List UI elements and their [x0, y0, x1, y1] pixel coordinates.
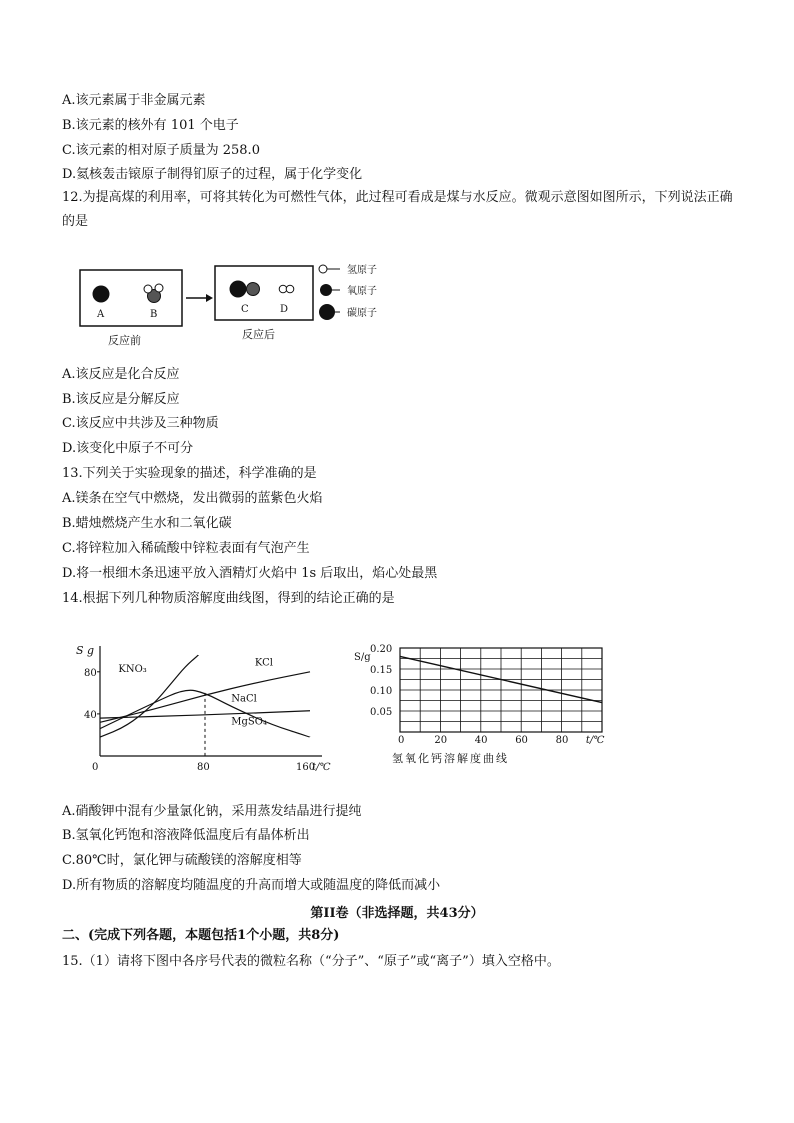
- y-tick-label: 0.20: [370, 644, 393, 655]
- legend-hydrogen: 氢原子: [347, 265, 377, 276]
- label-d: D: [280, 304, 289, 315]
- x-tick-label: 20: [434, 735, 448, 746]
- q12-stem: 12.为提高煤的利用率，可将其转化为可燃性气体，此过程可看成是煤与水反应。微观示意图如图所示，下列说法正确的是: [62, 190, 733, 229]
- reaction-diagram: [70, 258, 400, 350]
- oxygen-atom-c: [247, 283, 260, 296]
- q11-option-d: D.氦核轰击锿原子制得钔原子的过程，属于化学变化: [62, 167, 363, 182]
- x-tick-label: 80: [555, 735, 569, 746]
- label-b: B: [150, 309, 158, 320]
- y-tick-label: 40: [84, 709, 97, 721]
- x-axis-label: t/℃: [312, 762, 331, 773]
- hydrogen-atom-b1: [144, 285, 152, 293]
- section-2-title: 二、(完成下列各题，本题包括1个小题，共8分): [62, 928, 340, 943]
- legend-oxygen: 氧原子: [347, 286, 377, 297]
- q12-option-b: B.该反应是分解反应: [62, 392, 180, 407]
- q11-option-b: B.该元素的核外有 101 个电子: [62, 118, 239, 133]
- series-label: MgSO₄: [231, 716, 267, 728]
- after-box: [215, 266, 313, 320]
- y-tick-label: 80: [84, 667, 97, 679]
- hydrogen-atom-d2: [286, 285, 294, 293]
- series-label: KNO₃: [118, 663, 147, 675]
- x-tick-label: 60: [515, 735, 528, 746]
- chart-title: 氢氧化钙溶解度曲线: [392, 752, 509, 765]
- q14-stem: 14.根据下列几种物质溶解度曲线图，得到的结论正确的是: [62, 591, 395, 606]
- legend-oxygen-icon: [320, 284, 332, 296]
- q13-option-a: A.镁条在空气中燃烧，发出微弱的蓝紫色火焰: [62, 491, 323, 506]
- q12-option-d: D.该变化中原子不可分: [62, 441, 194, 456]
- label-a: A: [97, 309, 105, 320]
- x-axis-label: t/℃: [585, 735, 605, 746]
- x-tick-label: 80: [197, 762, 210, 773]
- before-caption: 反应前: [108, 334, 141, 347]
- carbon-atom-c: [230, 281, 247, 298]
- q12-option-c: C.该反应中共涉及三种物质: [62, 416, 219, 431]
- y-axis-label: S/g: [354, 652, 371, 663]
- series-label: KCl: [254, 657, 273, 669]
- after-caption: 反应后: [242, 328, 275, 341]
- q14-option-a: A.硝酸钾中混有少量氯化钠，采用蒸发结晶进行提纯: [62, 804, 362, 819]
- q14-option-d: D.所有物质的溶解度均随温度的升高而增大或随温度的降低而减小: [62, 878, 441, 893]
- q13-stem: 13.下列关于实验现象的描述，科学准确的是: [62, 466, 317, 481]
- y-tick-label: 0.15: [370, 665, 393, 676]
- hydrogen-atom-b2: [155, 284, 163, 292]
- q11-option-a: A.该元素属于非金属元素: [62, 93, 206, 108]
- q13-option-d: D.将一根细木条迅速平放入酒精灯火焰中 1s 后取出，焰心处最黑: [62, 566, 438, 581]
- x-tick-label: 40: [474, 735, 488, 746]
- series-line-KNO₃: [100, 655, 198, 737]
- carbon-atom-a: [93, 286, 110, 303]
- q11-option-c: C.该元素的相对原子质量为 258.0: [62, 143, 260, 158]
- reaction-arrow-head: [206, 294, 213, 302]
- q14-option-c: C.80℃时，氯化钾与硫酸镁的溶解度相等: [62, 853, 302, 868]
- q14-option-b: B.氢氧化钙饱和溶液降低温度后有晶体析出: [62, 828, 310, 843]
- solubility-chart-left: [70, 636, 350, 776]
- q15-stem: 15.（1）请将下图中各序号代表的微粒名称（“分子”、“原子”或“离子”）填入空格中。: [62, 954, 560, 969]
- y-tick-label: 0.10: [370, 686, 393, 697]
- legend-carbon: 碳原子: [347, 308, 377, 319]
- x-tick-label: 0: [398, 735, 405, 746]
- legend-hydrogen-icon: [319, 265, 327, 273]
- q13-option-c: C.将锌粒加入稀硫酸中锌粒表面有气泡产生: [62, 541, 310, 556]
- q12-option-a: A.该反应是化合反应: [62, 367, 180, 382]
- legend-carbon-icon: [319, 304, 335, 320]
- solubility-chart-caoh2: [348, 640, 618, 770]
- q13-option-b: B.蜡烛燃烧产生水和二氧化碳: [62, 516, 232, 531]
- part2-heading: 第II卷（非选择题，共43分）: [310, 906, 484, 921]
- x-tick-label: 160: [296, 762, 316, 773]
- x-tick-label: 0: [92, 762, 99, 773]
- label-c: C: [241, 304, 249, 315]
- y-axis-label: S g: [76, 644, 95, 657]
- hydrogen-atom-d1: [279, 285, 287, 293]
- series-label: NaCl: [231, 693, 257, 705]
- y-tick-label: 0.05: [370, 707, 393, 718]
